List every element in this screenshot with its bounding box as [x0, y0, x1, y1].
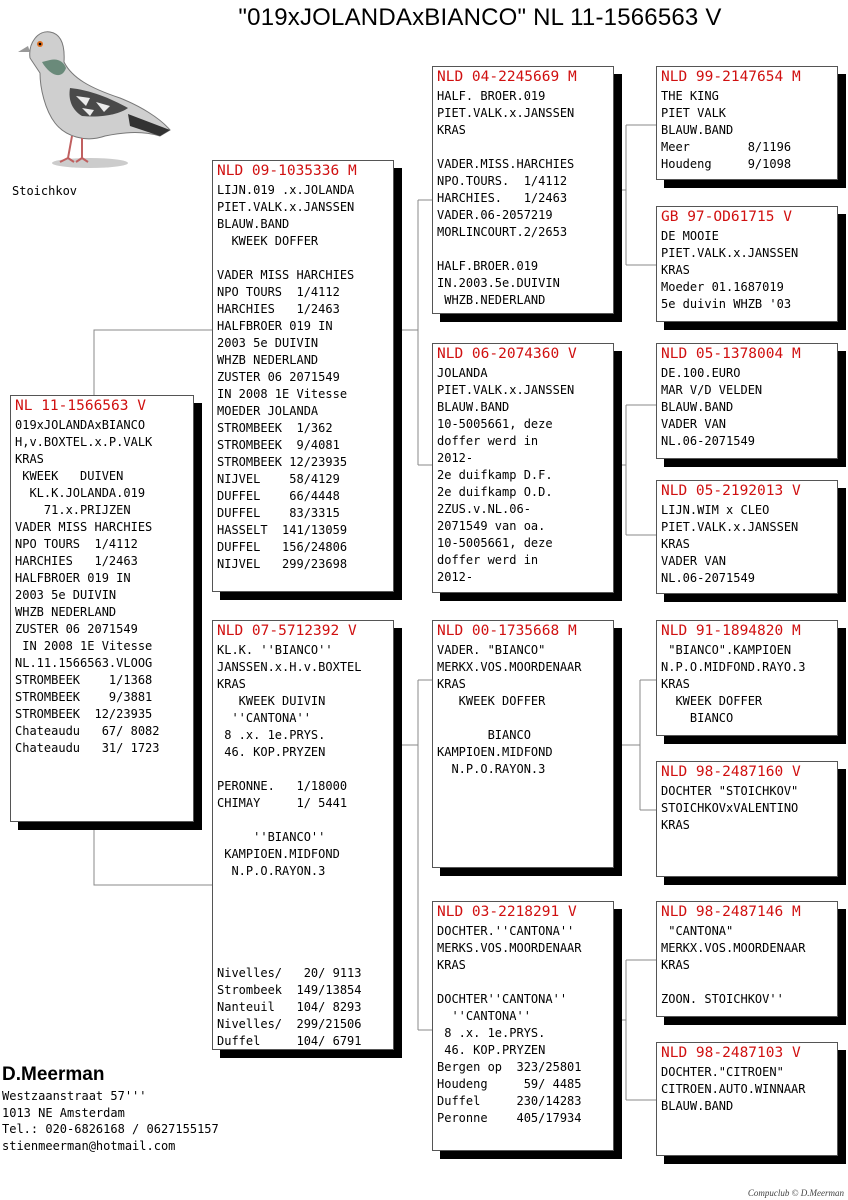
connector-subject-dam [94, 822, 212, 885]
ring-number: NLD 09-1035336 M [217, 163, 357, 179]
connector-grand2-greats [614, 405, 656, 535]
ring-number: NLD 05-1378004 M [661, 346, 801, 362]
ring-number: NLD 05-2192013 V [661, 483, 801, 499]
ring-number: NLD 00-1735668 M [437, 623, 577, 639]
ring-number: GB 97-OD61715 V [661, 209, 792, 225]
ring-number: NLD 98-2487103 V [661, 1045, 801, 1061]
ring-number: NL 11-1566563 V [15, 398, 146, 414]
ring-number: NLD 91-1894820 M [661, 623, 801, 639]
pedigree-card-dam [212, 620, 394, 1050]
card-details: DE.100.EURO MAR V/D VELDEN BLAUW.BAND VADER VAN NL.06-2071549 [661, 366, 763, 448]
card-details: HALF. BROER.019 PIET.VALK.x.JANSSEN KRAS VADER.MISS.HARCHIES NPO.TOURS. 1/4112 HARCHIES. 1/2463 VADER.06-2057219 MORLINCOURT.2/2653 HALF.BROER.019 IN.2003.5e.DUIVIN WHZB.NEDERLAND [437, 89, 575, 307]
connector-dam-grands [394, 680, 432, 1030]
ring-number: NLD 98-2487160 V [661, 764, 801, 780]
card-details: "CANTONA" MERKX.VOS.MOORDENAAR KRAS ZOON. STOICHKOV'' [661, 924, 806, 1006]
ring-number: NLD 07-5712392 V [217, 623, 357, 639]
ring-number: NLD 99-2147654 M [661, 69, 801, 85]
card-details: DOCHTER.''CANTONA'' MERKS.VOS.MOORDENAAR KRAS DOCHTER''CANTONA'' ''CANTONA'' 8 .x. 1e.PRYS. 46. KOP.PRYZEN Bergen op 323/25801 Houdeng 59/ 4485 Duffel 230/14283 Peronne 405/17934 [437, 924, 582, 1125]
pedigree-card-grandsire-maternal [432, 620, 614, 868]
connector-sire-grands [394, 200, 432, 465]
pedigree-card-great-4 [656, 480, 838, 594]
card-details: KL.K. ''BIANCO'' JANSSEN.x.H.v.BOXTEL KRAS KWEEK DUIVIN ''CANTONA'' 8 .x. 1e.PRYS. 46. KOP.PRYZEN PERONNE. 1/18000 CHIMAY 1/ 5441 ''BIANCO'' KAMPIOEN.MIDFOND N.P.O.RAYON.3 Nivelles/ 20/ 9113 Strombeek 149/13854 Nanteuil 104/ 8293 Nivelles/ 299/21506 Duffel 104/ 6791 [217, 643, 362, 1048]
connector-subject-sire [94, 330, 212, 395]
owner-phone: Tel.: 020-6826168 / 0627155157 [2, 1122, 219, 1136]
card-details: JOLANDA PIET.VALK.x.JANSSEN BLAUW.BAND 10-5005661, deze doffer werd in 2012- 2e duifkamp D.F. 2e duifkamp O.D. 2ZUS.v.NL.06- 2071549 van oa. 10-5005661, deze doffer werd in 2012- [437, 366, 575, 584]
ring-number: NLD 04-2245669 M [437, 69, 577, 85]
card-details: LIJN.019 .x.JOLANDA PIET.VALK.x.JANSSEN BLAUW.BAND KWEEK DOFFER VADER MISS HARCHIES NPO TOURS 1/4112 HARCHIES 1/2463 HALFBROER 019 IN 2003 5e DUIVIN WHZB NEDERLAND ZUSTER 06 2071549 IN 2008 1E Vitesse MOEDER JOLANDA STROMBEEK 1/362 STROMBEEK 9/4081 STROMBEEK 12/23935 NIJVEL 58/4129 DUFFEL 66/4448 DUFFEL 83/3315 HASSELT 141/13059 DUFFEL 156/24806 NIJVEL 299/23698 [217, 183, 355, 571]
pedigree-card-sire [212, 160, 394, 592]
pedigree-card-great-2 [656, 206, 838, 322]
ring-number: NLD 03-2218291 V [437, 904, 577, 920]
pedigree-card-grandsire-paternal [432, 66, 614, 314]
connector-grand4-greats [614, 960, 656, 1100]
connector-grand1-greats [614, 125, 656, 265]
owner-address: Westzaanstraat 57''' [2, 1089, 147, 1103]
photo-caption: Stoichkov [12, 184, 78, 198]
owner-name: D.Meerman [2, 1064, 105, 1085]
ring-number: NLD 06-2074360 V [437, 346, 577, 362]
pedigree-card-granddam-maternal [432, 901, 614, 1151]
pedigree-card-great-6 [656, 761, 838, 877]
page-title: "019xJOLANDAxBIANCO" NL 11-1566563 V [238, 4, 722, 31]
pedigree-card-great-1 [656, 66, 838, 180]
pedigree-card-great-3 [656, 343, 838, 459]
card-details: THE KING PIET VALK BLAUW.BAND Meer 8/1196 Houdeng 9/1098 [661, 89, 792, 171]
pedigree-card-great-8 [656, 1042, 838, 1156]
pedigree-card-great-5 [656, 620, 838, 736]
pedigree-card-granddam-paternal [432, 343, 614, 593]
pedigree-card-subject [10, 395, 194, 822]
pigeon-photo [10, 18, 180, 178]
card-details: VADER. "BIANCO" MERKX.VOS.MOORDENAAR KRAS KWEEK DOFFER BIANCO KAMPIOEN.MIDFOND N.P.O.RAYON.3 [437, 643, 582, 776]
copyright-footer: Compuclub © D.Meerman [747, 1188, 844, 1198]
card-details: "BIANCO".KAMPIOEN N.P.O.MIDFOND.RAYO.3 KRAS KWEEK DOFFER BIANCO [661, 643, 806, 725]
owner-email[interactable]: stienmeerman@hotmail.com [2, 1138, 176, 1153]
card-details: LIJN.WIM x CLEO PIET.VALK.x.JANSSEN KRAS VADER VAN NL.06-2071549 [661, 503, 799, 585]
card-details: DE MOOIE PIET.VALK.x.JANSSEN KRAS Moeder 01.1687019 5e duivin WHZB '03 [661, 229, 799, 311]
card-details: 019xJOLANDAxBIANCO H,v.BOXTEL.x.P.VALK KRAS KWEEK DUIVEN KL.K.JOLANDA.019 71.x.PRIJZEN VADER MISS HARCHIES NPO TOURS 1/4112 HARCHIES 1/2463 HALFBROER 019 IN 2003 5e DUIVIN WHZB NEDERLAND ZUSTER 06 2071549 IN 2008 1E Vitesse NL.11.1566563.VLOOG STROMBEEK 1/1368 STROMBEEK 9/3881 STROMBEEK 12/23935 Chateaudu 67/ 8082 Chateaudu 31/ 1723 [15, 418, 160, 755]
card-details: DOCHTER "STOICHKOV" STOICHKOVxVALENTINO KRAS [661, 784, 799, 832]
ring-number: NLD 98-2487146 M [661, 904, 801, 920]
pedigree-card-great-7 [656, 901, 838, 1017]
owner-info [2, 1064, 219, 1154]
owner-city: 1013 NE Amsterdam [2, 1105, 125, 1120]
connector-grand3-greats [614, 680, 656, 810]
card-details: DOCHTER."CITROEN" CITROEN.AUTO.WINNAAR BLAUW.BAND [661, 1065, 806, 1113]
